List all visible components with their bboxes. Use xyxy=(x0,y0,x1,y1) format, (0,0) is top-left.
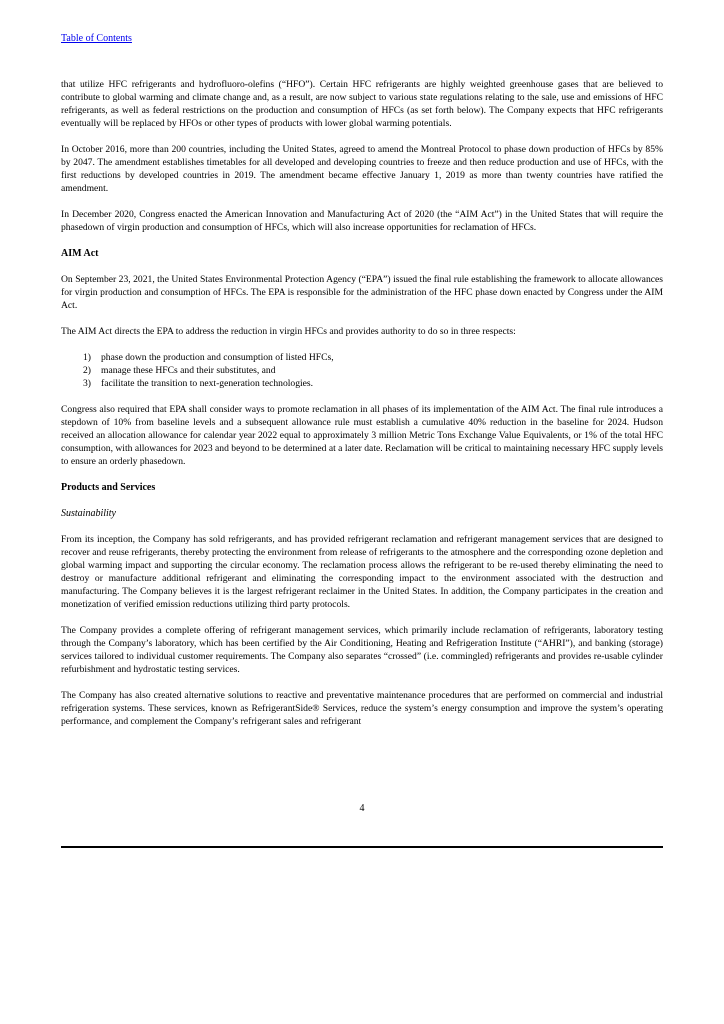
aim-respects-list xyxy=(61,351,663,390)
list-item xyxy=(61,351,663,364)
heading-aim-act: AIM Act xyxy=(61,248,99,259)
table-of-contents-link[interactable]: Table of Contents xyxy=(61,33,132,44)
paragraph-montreal-protocol: In October 2016, more than 200 countries, including the United States, agreed to amend the Montreal Protocol to phase down production of HFCs by 85% by 2047. The amendment establishes timetables for all developed and developing countries to freeze and then reduce production and use of HFCs, with the first reductions by developed countries in 2019. The amendment became effective January 1, 2019 as more than twenty countries have ratified the amendment. xyxy=(61,144,663,194)
subheading-sustainability: Sustainability xyxy=(61,508,116,519)
paragraph-aim-directs: The AIM Act directs the EPA to address the reduction in virgin HFCs and provides authority to do so in three respects: xyxy=(61,326,516,337)
heading-products-services: Products and Services xyxy=(61,482,156,493)
document-body xyxy=(61,78,663,741)
paragraph-congress-reclamation: Congress also required that EPA shall consider ways to promote reclamation in all phases of its implementation of the AIM Act. The final rule introduces a stepdown of 10% from baseline levels and a subsequent allowance rule must establish a cumulative 40% reduction in the baseline for 2024. Hudson received an allocation allowance for calendar year 2022 equal to approximately 3 million Metric Tons Exchange Value Equivalents, or 1% of the total HFC consumption, with allowances for 2023 and beyond to be determined at a later date. Reclamation will be critical to maintaining necessary HFC supply levels to ensure an orderly phasedown. xyxy=(61,404,663,467)
paragraph-hfc-intro: that utilize HFC refrigerants and hydrofluoro-olefins (“HFO”). Certain HFC refrigerants are highly weighted greenhouse gases that are believed to contribute to global warming and climate change and, as a result, are now subject to various state regulations relating to the sale, use and emissions of HFC refrigerants, as well as federal restrictions on the production and consumption of HFCs (as set forth below). The Company expects that HFC refrigerants eventually will be replaced by HFOs or other types of products with lower global warming potentials. xyxy=(61,79,663,129)
list-item-number: 1) xyxy=(83,352,91,363)
list-item-number: 3) xyxy=(83,378,91,389)
list-item-text: facilitate the transition to next-generation technologies. xyxy=(101,378,314,389)
page-divider xyxy=(61,846,663,848)
paragraph-epa-final-rule: On September 23, 2021, the United States Environmental Protection Agency (“EPA”) issued the final rule establishing the framework to allocate allowances for virgin production and consumption of HFCs. The EPA is responsible for the administration of the HFC phase down enacted by Congress under the AIM Act. xyxy=(61,274,663,311)
paragraph-alternative-solutions: The Company has also created alternative solutions to reactive and preventative maintenance procedures that are performed on commercial and industrial refrigeration systems. These services, known as RefrigerantSide® Services, reduce the system’s energy consumption and improve the system’s operating performance, and complement the Company’s refrigerant sales and refrigerant xyxy=(61,690,663,727)
list-item-number: 2) xyxy=(83,365,91,376)
list-item xyxy=(61,364,663,377)
list-item-text: phase down the production and consumption of listed HFCs, xyxy=(101,352,334,363)
paragraph-inception: From its inception, the Company has sold refrigerants, and has provided refrigerant reclamation and refrigerant management services that are designed to recover and reuse refrigerants, thereby protecting the environment from release of refrigerants to the atmosphere and the corresponding ozone depletion and global warming impact and supporting the circular economy. The reclamation process allows the refrigerant to be re-used thereby eliminating the need to destroy or manufacture additional refrigerant and eliminating the corresponding impact to the environment associated with the destruction and manufacturing. The Company believes it is the largest refrigerant reclaimer in the United States. In addition, the Company participates in the creation and monetization of verified emission reductions utilizing third party protocols. xyxy=(61,534,663,610)
list-item-text: manage these HFCs and their substitutes, and xyxy=(101,365,276,376)
page-number: 4 xyxy=(359,803,365,814)
list-item xyxy=(61,377,663,390)
paragraph-management-services: The Company provides a complete offering of refrigerant management services, which primarily include reclamation of refrigerants, laboratory testing through the Company’s laboratory, which has been certified by the Air Conditioning, Heating and Refrigeration Institute (“AHRI”), and banking (storage) services tailored to individual customer requirements. The Company also separates “crossed” (i.e. commingled) refrigerants and provides re-usable cylinder refurbishment and hydrostatic testing services. xyxy=(61,625,663,675)
paragraph-aim-act-enacted: In December 2020, Congress enacted the American Innovation and Manufacturing Act of 2020 (the “AIM Act”) in the United States that will require the phasedown of virgin production and consumption of HFCs, which will also increase opportunities for reclamation of HFCs. xyxy=(61,209,663,233)
